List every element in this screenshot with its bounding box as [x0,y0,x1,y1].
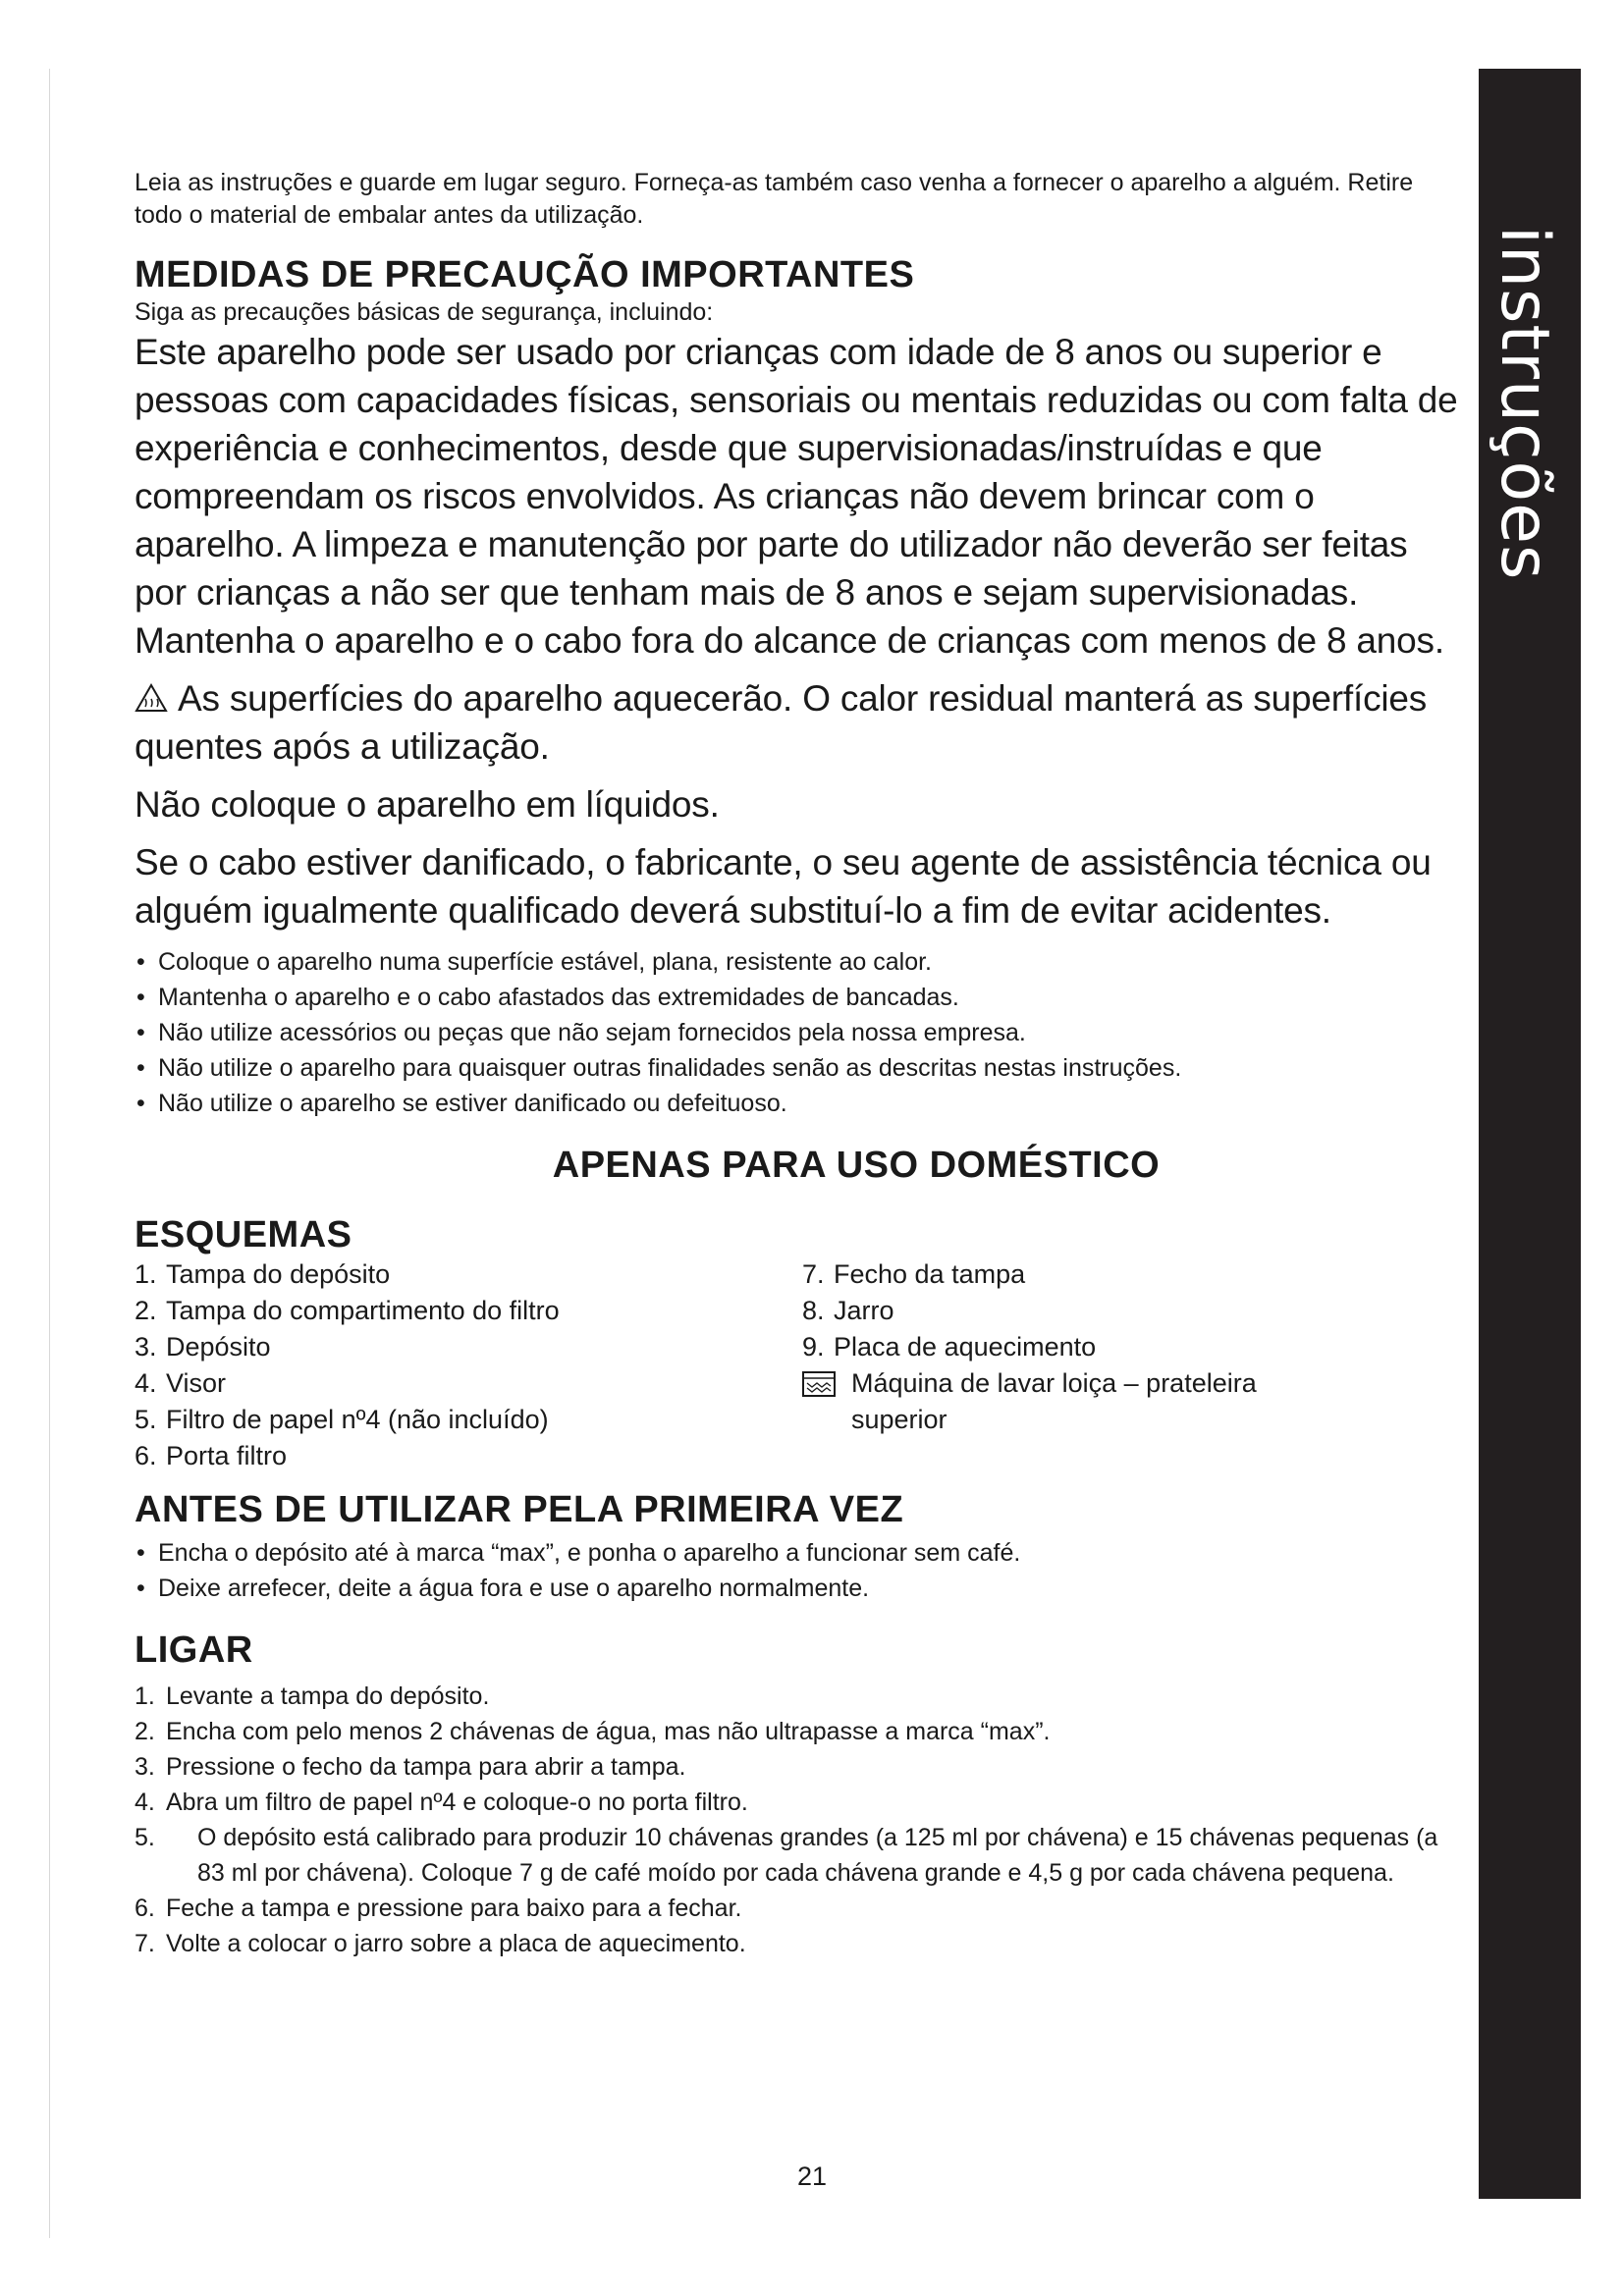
side-tab [1479,69,1581,2199]
list-item: 6. Porta filtro [135,1441,288,1470]
list-item: • Não utilize acessórios ou peças que não sejam fornecidos pela nossa empresa. [136,1019,1026,1046]
list-item: 2. Encha com pelo menos 2 chávenas de água, mas não ultrapasse a marca “max”. [135,1718,1051,1745]
list-item: 7. Volte a colocar o jarro sobre a placa de aquecimento. [135,1930,746,1957]
list-item: 2. Tampa do compartimento do filtro [135,1296,560,1325]
list-item: 4. Abra um filtro de papel nº4 e coloque-o no porta filtro. [135,1789,748,1816]
list-item: • Não utilize o aparelho se estiver danificado ou defeituoso. [136,1090,787,1117]
list-item: • Não utilize o aparelho para quaisquer outras finalidades senão as descritas nestas instruções. [136,1054,1182,1082]
hot-surface-warning [135,674,1460,771]
first-use-heading: ANTES DE UTILIZAR PELA PRIMEIRA VEZ [135,1489,904,1530]
dishwasher-text-line1: Máquina de lavar loiça – prateleira [851,1368,1257,1398]
list-item: 4. Visor [135,1368,227,1398]
dishwasher-note [802,1365,1391,1438]
dishwasher-text-line2: superior [851,1405,947,1434]
list-item: 5. O depósito está calibrado para produzir 10 chávenas grandes (a 125 ml por chávena) e 15 chávenas pequenas (a 83 ml por chávena). Coloque 7 g de café moído por cada chávena grande e 4,5 g por cada chávena pequena. [135,1824,1438,1887]
domestic-use-heading: APENAS PARA USO DOMÉSTICO [552,1145,1161,1186]
parts-column-left [135,1256,802,1474]
list-item: • Mantenha o aparelho e o cabo afastados das extremidades de bancadas. [136,984,959,1011]
switch-on-heading: LIGAR [135,1629,253,1671]
diagrams-heading: ESQUEMAS [135,1214,352,1255]
list-item: • Deixe arrefecer, deite a água fora e use o aparelho normalmente. [136,1575,870,1602]
list-item: 6. Feche a tampa e pressione para baixo para a fechar. [135,1895,742,1922]
list-item: • Coloque o aparelho numa superfície estável, plana, resistente ao calor. [136,948,932,976]
hot-surface-warning-icon [135,683,168,713]
damaged-cable-warning: Se o cabo estiver danificado, o fabricante, o seu agente de assistência técnica ou alguém igualmente qualificado deverá substituí-lo a fim de evitar acidentes. [135,842,1432,931]
list-item: 5. Filtro de papel nº4 (não incluído) [135,1405,549,1434]
diagram-parts-list [135,1256,1460,1474]
precautions-heading: MEDIDAS DE PRECAUÇÃO IMPORTANTES [135,254,915,295]
list-item: • Encha o depósito até à marca “max”, e ponha o aparelho a funcionar sem café. [136,1539,1021,1567]
first-use-bullet-list [135,1535,1460,1606]
page-margin-line [49,69,50,2238]
precautions-children-paragraph: Este aparelho pode ser usado por crianças com idade de 8 anos ou superior e pessoas com capacidades físicas, sensoriais ou mentais reduzidas ou com falta de experiência e conhecimentos, desde que supervisionadas/instruídas e que compreendam os riscos envolvidos. As crianças não devem brincar com o aparelho. A limpeza e manutenção por parte do utilizador não deverão ser feitas por crianças a não ser que tenham mais de 8 anos e sejam supervisionadas. Mantenha o aparelho e o cabo fora do alcance de crianças com menos de 8 anos. [135,332,1458,661]
precaution-bullet-list [135,944,1460,1121]
list-item: 1. Levante a tampa do depósito. [135,1682,490,1710]
list-item: 7. Fecho da tampa [802,1259,1026,1289]
list-item: 1. Tampa do depósito [135,1259,391,1289]
dishwasher-icon [802,1371,836,1397]
list-item: 3. Depósito [135,1332,271,1362]
precautions-subline: Siga as precauções básicas de segurança, incluindo: [135,298,714,326]
list-item: 3. Pressione o fecho da tampa para abrir a tampa. [135,1753,686,1781]
list-item: 8. Jarro [802,1296,894,1325]
page-number: 21 [796,2162,828,2191]
switch-on-steps [135,1679,1460,1961]
parts-column-right [802,1256,1391,1474]
list-item: 9. Placa de aquecimento [802,1332,1097,1362]
hot-surface-warning-text: As superfícies do aparelho aquecerão. O calor residual manterá as superfícies quentes após a utilização. [135,678,1428,767]
page-content [135,167,1460,1961]
intro-text: Leia as instruções e guarde em lugar seguro. Forneça-as também caso venha a fornecer o aparelho a alguém. Retire todo o material de embalar antes da utilização. [135,169,1414,229]
side-tab-label: instruções [1486,226,1563,581]
liquid-warning: Não coloque o aparelho em líquidos. [135,784,720,825]
